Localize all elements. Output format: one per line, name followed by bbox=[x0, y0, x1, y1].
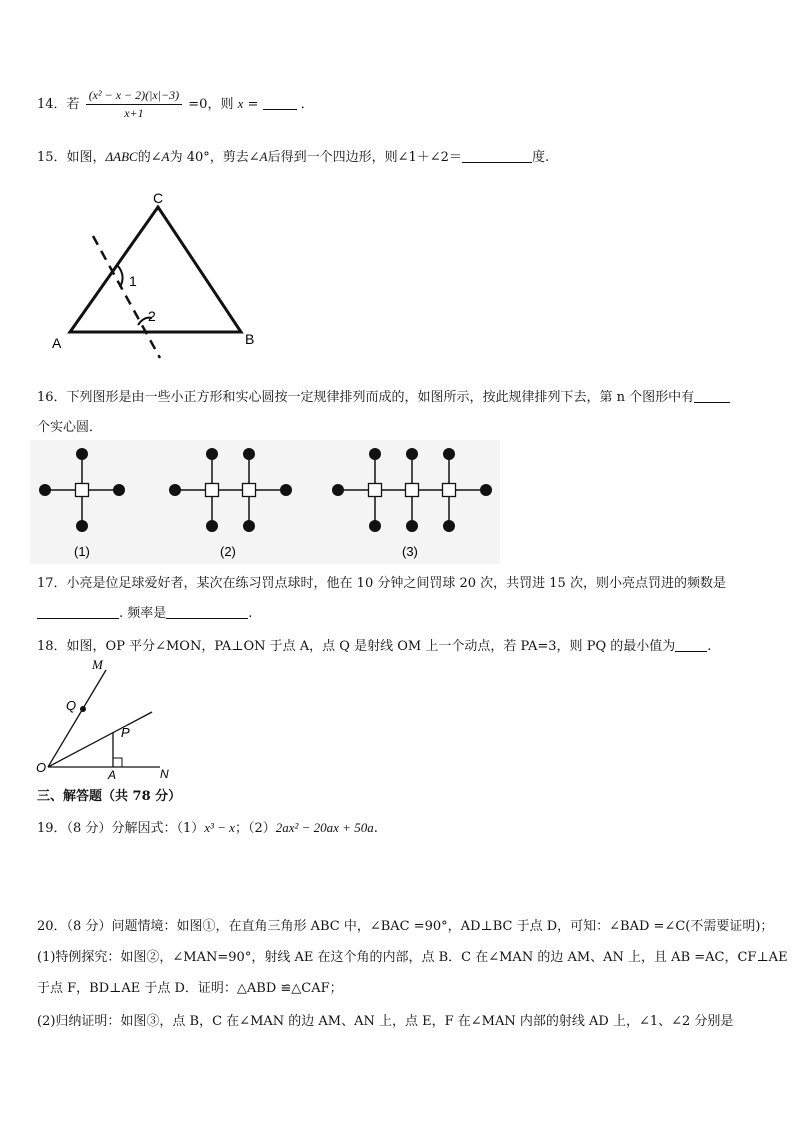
q15-angle-var: A bbox=[161, 149, 170, 164]
label-2: 2 bbox=[148, 308, 156, 324]
q19-text: 19．（8 分）分解因式：（1） bbox=[37, 821, 205, 836]
q15-text-d: 后得到一个四边形，则∠1＋∠2＝ bbox=[267, 150, 462, 165]
q19-expr1: x³ − x bbox=[204, 820, 235, 835]
q16-answer-blank bbox=[694, 390, 730, 403]
q19-sep: ；（2） bbox=[234, 821, 276, 836]
q14-answer-blank bbox=[263, 97, 297, 110]
question-17-line2 bbox=[37, 602, 252, 621]
q14-tail: ． bbox=[300, 97, 314, 112]
section-title: 三、解答题（共 78 分） bbox=[37, 789, 182, 804]
question-20-line3: 于点 F，BD⊥AE 于点 D．证明：△ABD ≌△CAF； bbox=[37, 981, 343, 996]
label-1: 1 bbox=[129, 273, 137, 289]
label-n: N bbox=[160, 767, 169, 780]
q18-text: 18．如图，OP 平分∠MON，PA⊥ON 于点 A，点 Q 是射线 OM 上一个动点，若 PA=3，则 PQ 的最小值为 bbox=[37, 639, 676, 654]
label-a: A bbox=[108, 768, 117, 780]
solid-circle bbox=[206, 448, 218, 460]
q17-mid: . 频率是 bbox=[119, 606, 167, 621]
solid-circle bbox=[369, 448, 381, 460]
solid-circle bbox=[76, 520, 88, 532]
solid-circle bbox=[443, 520, 455, 532]
q15-angle-var2: A bbox=[259, 149, 268, 164]
question-20-line2: (1)特例探究：如图②，∠MAN=90°，射线 AE 在这个角的内部，点 B．C 在∠MAN 的边 AM、AN 上，且 AB =AC，CF⊥AE bbox=[37, 950, 788, 965]
q17-tail: . bbox=[248, 606, 253, 621]
q19-expr2: 2ax² − 20ax + 50a bbox=[275, 820, 374, 835]
small-square bbox=[369, 484, 382, 497]
q15-triangle: ΔABC bbox=[105, 149, 138, 164]
label-c: C bbox=[153, 190, 164, 206]
question-19 bbox=[37, 817, 378, 836]
caption-1: (1) bbox=[74, 544, 90, 559]
solid-circle bbox=[443, 448, 455, 460]
q14-denominator: x+1 bbox=[124, 106, 144, 120]
small-square bbox=[406, 484, 419, 497]
q18-tail: . bbox=[707, 639, 712, 654]
figure-16-patterns bbox=[30, 440, 500, 564]
question-15 bbox=[37, 146, 549, 165]
q15-text-b: 的∠ bbox=[137, 150, 162, 165]
q15-text-a: 15．如图， bbox=[37, 150, 106, 165]
solid-circle bbox=[206, 520, 218, 532]
solid-circle bbox=[169, 484, 181, 496]
question-14 bbox=[37, 88, 314, 121]
q18-answer-blank bbox=[675, 639, 707, 652]
question-16-line1 bbox=[37, 386, 730, 405]
solid-circle bbox=[406, 520, 418, 532]
question-20-line4: (2)归纳证明：如图③，点 B，C 在∠MAN 的边 AM、AN 上，点 E，F 在∠MAN 内部的射线 AD 上，∠1、∠2 分别是 bbox=[37, 1014, 734, 1029]
question-18 bbox=[37, 635, 711, 654]
caption-2: (2) bbox=[220, 544, 236, 559]
small-square bbox=[443, 484, 456, 497]
solid-circle bbox=[480, 484, 492, 496]
figure-15-triangle bbox=[40, 188, 270, 368]
solid-circle bbox=[332, 484, 344, 496]
label-b: B bbox=[245, 331, 255, 347]
right-angle-mark bbox=[113, 758, 122, 767]
label-p: P bbox=[121, 725, 130, 740]
label-q: Q bbox=[66, 698, 77, 713]
solid-circle bbox=[369, 520, 381, 532]
ray-om bbox=[48, 670, 106, 767]
q17-blank-rate bbox=[166, 606, 248, 619]
solid-circle bbox=[243, 520, 255, 532]
q17-blank-frequency bbox=[37, 606, 119, 619]
figure-16-background bbox=[30, 440, 500, 564]
question-20-line1: 20．（8 分）问题情境：如图①，在直角三角形 ABC 中，∠BAC =90°，AD⊥BC 于点 D，可知：∠BAD =∠C(不需要证明)； bbox=[37, 919, 774, 934]
small-square bbox=[206, 484, 219, 497]
q14-suffix: = bbox=[247, 97, 259, 112]
question-17-line1: 17．小亮是位足球爱好者，某次在练习罚点球时，他在 10 分钟之间罚球 20 次，共罚进 15 次，则小亮点罚进的频数是 bbox=[37, 576, 726, 591]
q14-equals: =0，则 bbox=[188, 97, 234, 112]
small-square bbox=[243, 484, 256, 497]
solid-circle bbox=[39, 484, 51, 496]
q15-text-e: 度. bbox=[531, 150, 550, 165]
figure-18-angle bbox=[30, 656, 180, 780]
q15-text-c: 为 40°，剪去∠ bbox=[169, 150, 260, 165]
ray-op bbox=[48, 712, 152, 767]
question-16-line2: 个实心圆． bbox=[37, 420, 103, 435]
solid-circle bbox=[76, 448, 88, 460]
solid-circle bbox=[406, 448, 418, 460]
solid-circle bbox=[280, 484, 292, 496]
solid-circle bbox=[113, 484, 125, 496]
label-o: O bbox=[36, 760, 47, 775]
small-square bbox=[76, 484, 89, 497]
q15-answer-blank bbox=[462, 150, 532, 163]
solid-circle bbox=[243, 448, 255, 460]
q16-text: 16．下列图形是由一些小正方形和实心圆按一定规律排列而成的，如图所示，按此规律排列下去，第 n 个图形中有 bbox=[37, 390, 695, 405]
label-m: M bbox=[92, 657, 103, 672]
label-a: A bbox=[52, 335, 62, 351]
point-q bbox=[80, 706, 86, 712]
q14-numerator: (x² − x − 2)(|x|−3) bbox=[86, 88, 182, 105]
q19-tail: . bbox=[373, 821, 378, 836]
q14-fraction bbox=[86, 88, 182, 121]
q14-var: x bbox=[237, 96, 244, 111]
caption-3: (3) bbox=[402, 544, 418, 559]
q14-number: 14．若 bbox=[37, 97, 80, 112]
